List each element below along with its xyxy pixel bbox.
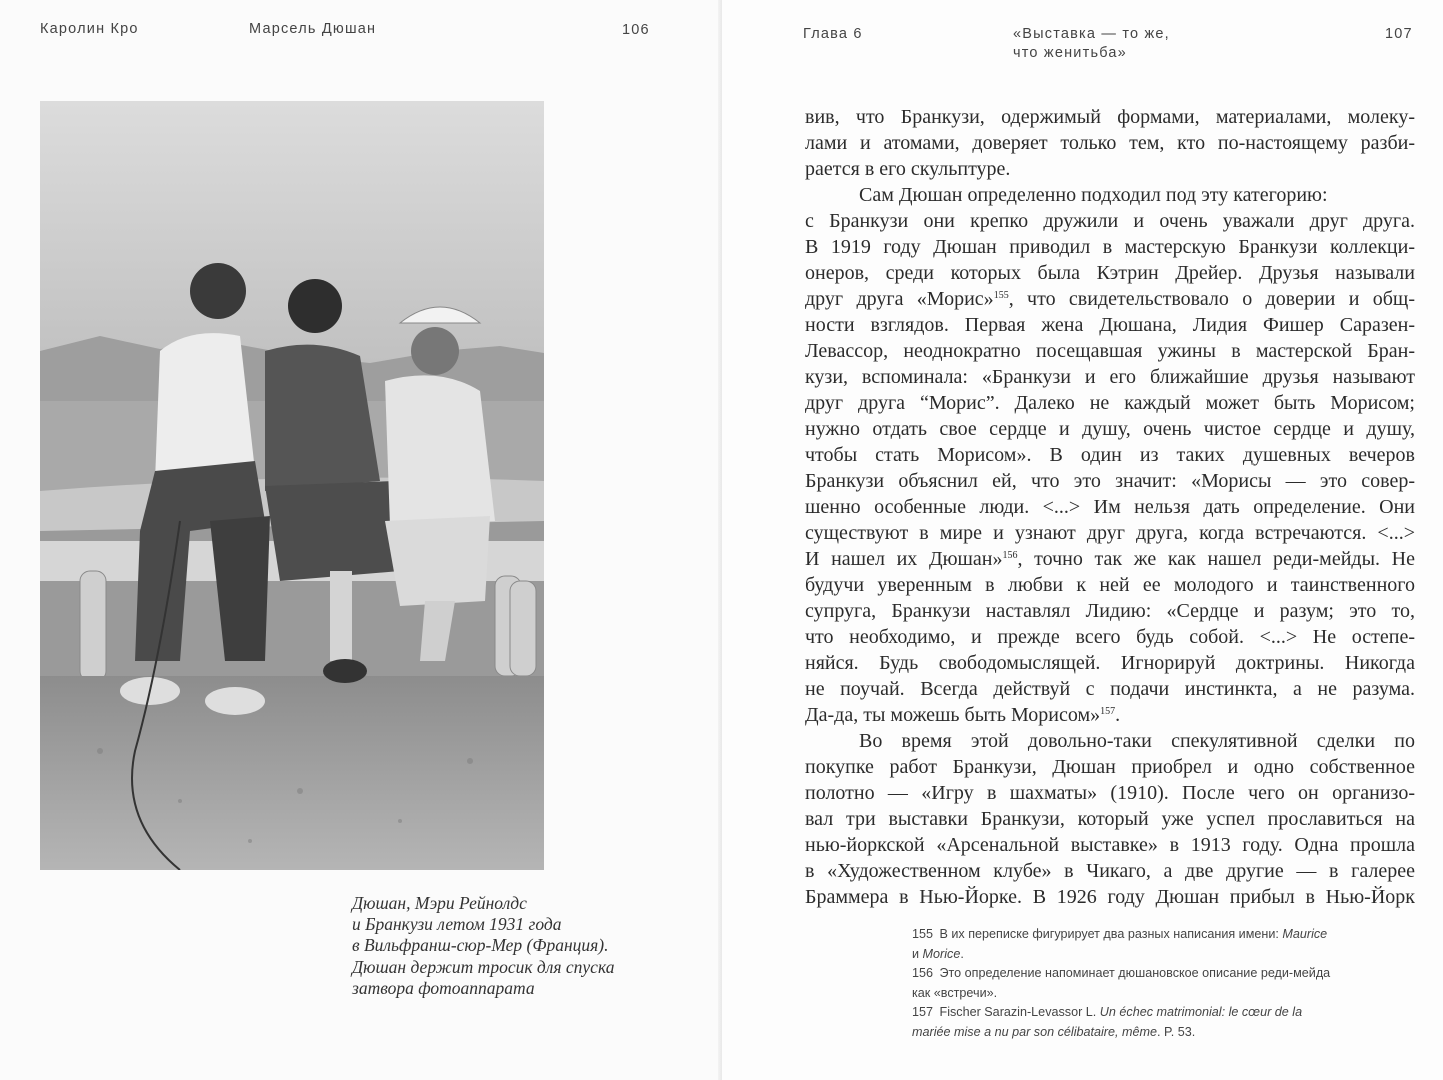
page-number-left: 106 (622, 22, 650, 38)
photo-illustration (40, 101, 544, 870)
body-line: кузи, вспоминала: «Бранкузи и его ближайшие друзья называют (805, 366, 1415, 388)
page-number-right: 107 (1385, 26, 1413, 42)
running-header-chapter: Глава 6 (803, 26, 863, 42)
caption-line: в Вильфранш-сюр-Мер (Франция). (352, 935, 609, 956)
body-line: ности взглядов. Первая жена Дюшана, Лидия Фишер Саразен- (805, 314, 1415, 336)
body-line: И нашел их Дюшан»$^{156}$, точно так же как нашел реди-мейды. Не (805, 548, 1415, 570)
body-line: Да-да, ты можешь быть Морисом»$^{157}$. (805, 704, 1121, 726)
footnote-number: 157 (912, 1005, 934, 1019)
caption-line: Дюшан держит тросик для спуска (352, 956, 615, 977)
photograph (40, 101, 544, 870)
body-line: Левассор, неоднократно посещавшая ужины в мастерской Бран- (805, 340, 1415, 362)
body-line: полотно — «Игру в шахматы» (1910). После чего он организо- (805, 782, 1415, 804)
body-text (805, 104, 1415, 910)
running-header-title-1: «Выставка — то же, (1013, 26, 1170, 42)
running-header-title-2: что женитьба» (1013, 45, 1127, 61)
body-line: В 1919 году Дюшан приводил в мастерскую Бранкузи коллекци- (805, 236, 1415, 258)
body-line: шенно особенные люди. <...> Им нельзя дать определение. Они (805, 496, 1415, 518)
caption-line: и Бранкузи летом 1931 года (352, 914, 562, 935)
body-line: Бранкузи объяснил ей, что это значит: «Морисы — это совер- (805, 470, 1415, 492)
body-line: Во время этой довольно-таки спекулятивной сделки по (859, 730, 1415, 752)
body-line: няйся. Будь свободомыслящей. Игнорируй доктрины. Никогда (805, 652, 1415, 674)
running-header-author: Каролин Кро (40, 21, 139, 37)
body-line: не поучай. Всегда действуй с подачи инстинкта, а не разума. (805, 678, 1415, 700)
body-line: супруга, Бранкузи наставлял Лидию: «Сердце и разум; это то, (805, 600, 1415, 622)
body-line: Сам Дюшан определенно подходил под эту категорию: (859, 184, 1328, 206)
body-line: существуют в мире и узнают друг друга, когда встречаются. <...> (805, 522, 1415, 544)
body-line: будучи уверенным в любви к ней ее молодого и таинственного (805, 574, 1415, 596)
footnote-ref: 157 (1100, 706, 1116, 717)
body-line: онеров, среди которых была Кэтрин Дрейер. Друзья называли (805, 262, 1415, 284)
footnote-line: 156 Это определение напоминает дюшановское описание реди-мейда (912, 964, 1412, 984)
body-line: нью-йоркской «Арсенальной выставке» в 1913 году. Одна прошла (805, 834, 1415, 856)
footnote-line: mariée mise a nu par son célibataire, même. P. 53. (912, 1024, 1196, 1039)
footnote-line: 155 В их переписке фигурирует два разных написания имени: Maurice (912, 925, 1412, 945)
body-line: в «Художественном клубе» в Чикаго, а две другие — в галерее (805, 860, 1415, 882)
caption-line: Дюшан, Мэри Рейнолдс (352, 893, 527, 913)
body-line: друг друга «Морис»$^{155}$, что свидетельствовало о доверии и общ- (805, 288, 1415, 310)
body-line: вив, что Бранкузи, одержимый формами, материалами, молеку- (805, 106, 1415, 128)
caption-line: затвора фотоаппарата (352, 977, 535, 998)
body-line: друг друга “Морис”. Далеко не каждый может быть Морисом; (805, 392, 1415, 414)
footnotes (912, 925, 1412, 1042)
body-line: Браммера в Нью-Йорке. В 1926 году Дюшан прибыл в Нью-Йорк (805, 886, 1415, 908)
body-line: что необходимо, и прежде всего будь собой. <...> Не остепе- (805, 626, 1415, 648)
body-line: рается в его скульптуре. (805, 158, 1011, 180)
footnote-number: 155 (912, 927, 934, 941)
body-line: вал три выставки Бранкузи, который уже успел прославиться на (805, 808, 1415, 830)
body-line: лами и атомами, доверяет только тем, кто по-настоящему разби- (805, 132, 1415, 154)
photo-caption (352, 893, 652, 999)
body-line: чтобы стать Морисом». В один из таких душевных вечеров (805, 444, 1415, 466)
body-line: покупке работ Бранкузи, Дюшан приобрел и одно собственное (805, 756, 1415, 778)
footnote-ref: 156 (1002, 550, 1018, 561)
footnote-line: 157 Fischer Sarazin-Levassor L. Un échec matrimonial: le cœur de la (912, 1003, 1412, 1023)
body-line: нужно отдать свое сердце и душу, очень чистое сердце и душу, (805, 418, 1415, 440)
footnote-line: и Morice. (912, 946, 964, 961)
body-line: с Бранкузи они крепко дружили и очень уважали друг друга. (805, 210, 1415, 232)
footnote-number: 156 (912, 966, 934, 980)
footnote-line: как «встречи». (912, 985, 998, 1000)
footnote-ref: 155 (993, 290, 1009, 301)
running-header-book: Марсель Дюшан (249, 21, 377, 37)
